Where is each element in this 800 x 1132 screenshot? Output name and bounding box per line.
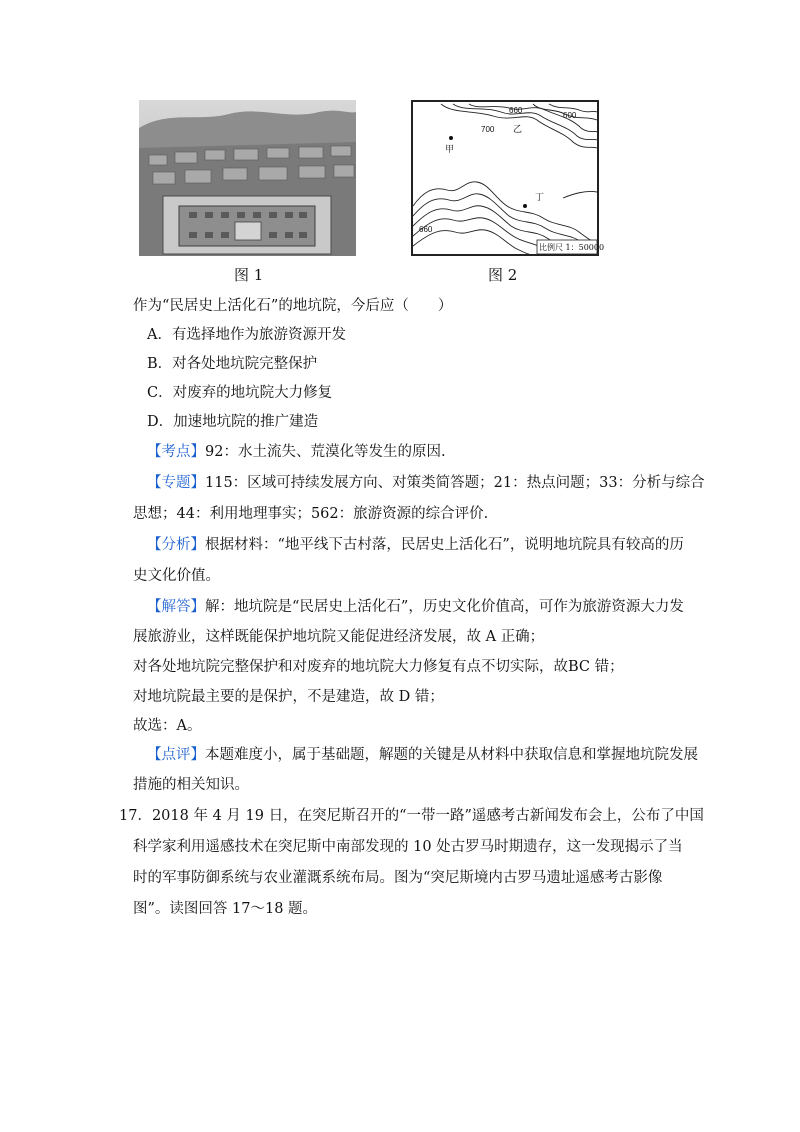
contour-label: 700 <box>481 125 495 134</box>
zhuanti-line-2: 思想；44：利用地理事实；562：旅游资源的综合评价. <box>133 506 489 522</box>
kaodian-line <box>147 442 446 462</box>
map-point-label-ding: 丁 <box>535 193 545 203</box>
jieda-tag: 【解答】 <box>147 599 205 615</box>
question-17-line-1: 17．2018 年 4 月 19 日，在突尼斯召开的“一带一路”遥感考古新闻发布会上，公布了中国 <box>119 808 704 824</box>
question-stem: 作为“民居史上活化石”的地坑院，今后应（ ） <box>133 298 453 314</box>
map-scale: 比例尺 1：50000 <box>539 243 605 252</box>
dianping-line-1 <box>147 745 698 765</box>
kaodian-text: 92：水土流失、荒漠化等发生的原因. <box>205 444 446 460</box>
option-d: D．加速地坑院的推广建造 <box>147 414 319 430</box>
map-point-label-yi: 乙 <box>513 125 523 135</box>
question-17-line-2: 科学家利用遥感技术在突尼斯中南部发现的 10 处古罗马时期遗存，这一发现揭示了当 <box>133 839 683 855</box>
jieda-text-1: 解：地坑院是“民居史上活化石”，历史文化价值高，可作为旅游资源大力发 <box>205 599 684 615</box>
dianping-tag: 【点评】 <box>147 747 205 763</box>
contour-label: 660 <box>509 106 523 115</box>
option-c: C．对废弃的地坑院大力修复 <box>147 385 333 401</box>
contour-map-figure <box>411 100 605 256</box>
contour-label: 660 <box>419 225 433 234</box>
aerial-photo-image <box>139 100 356 256</box>
dianping-text-1: 本题难度小，属于基础题，解题的关键是从材料中获取信息和掌握地坑院发展 <box>205 747 698 763</box>
question-17-line-4: 图”。读图回答 17～18 题。 <box>133 901 318 917</box>
fenxi-text-1: 根据材料：“地平线下古村落，民居史上活化石”，说明地坑院具有较高的历 <box>205 537 684 553</box>
zhuanti-text-1: 115：区域可持续发展方向、对策类简答题；21：热点问题；33：分析与综合 <box>205 475 705 491</box>
jieda-line-5: 故选：A。 <box>133 718 202 734</box>
map-point-ding <box>523 204 527 208</box>
map-point-jia <box>449 136 453 140</box>
option-a: A．有选择地作为旅游资源开发 <box>147 327 346 343</box>
kaodian-tag: 【考点】 <box>147 444 205 460</box>
jieda-line-1 <box>147 597 684 617</box>
fenxi-line-1 <box>147 535 684 555</box>
dianping-line-2: 措施的相关知识。 <box>133 777 249 793</box>
jieda-line-2: 展旅游业，这样既能保护地坑院又能促进经济发展，故 A 正确； <box>133 629 545 645</box>
figure-2-caption: 图 2 <box>488 266 518 284</box>
fenxi-tag: 【分析】 <box>147 537 205 553</box>
question-17-line-3: 时的军事防御系统与农业灌溉系统布局。图为“突尼斯境内古罗马遗址遥感考古影像 <box>133 870 663 886</box>
contour-label: 600 <box>563 111 577 120</box>
aerial-photo-figure <box>139 100 356 256</box>
zhuanti-line-1 <box>147 473 705 493</box>
fenxi-line-2: 史文化价值。 <box>133 568 220 584</box>
map-point-label-jia: 甲 <box>445 145 455 155</box>
zhuanti-tag: 【专题】 <box>147 475 205 491</box>
figure-1-caption: 图 1 <box>234 266 264 284</box>
option-b: B．对各处地坑院完整保护 <box>147 356 318 372</box>
jieda-line-3: 对各处地坑院完整保护和对废弃的地坑院大力修复有点不切实际，故BC 错； <box>133 659 624 675</box>
jieda-line-4: 对地坑院最主要的是保护，不是建造，故 D 错； <box>133 689 444 705</box>
contour-map <box>413 102 605 254</box>
